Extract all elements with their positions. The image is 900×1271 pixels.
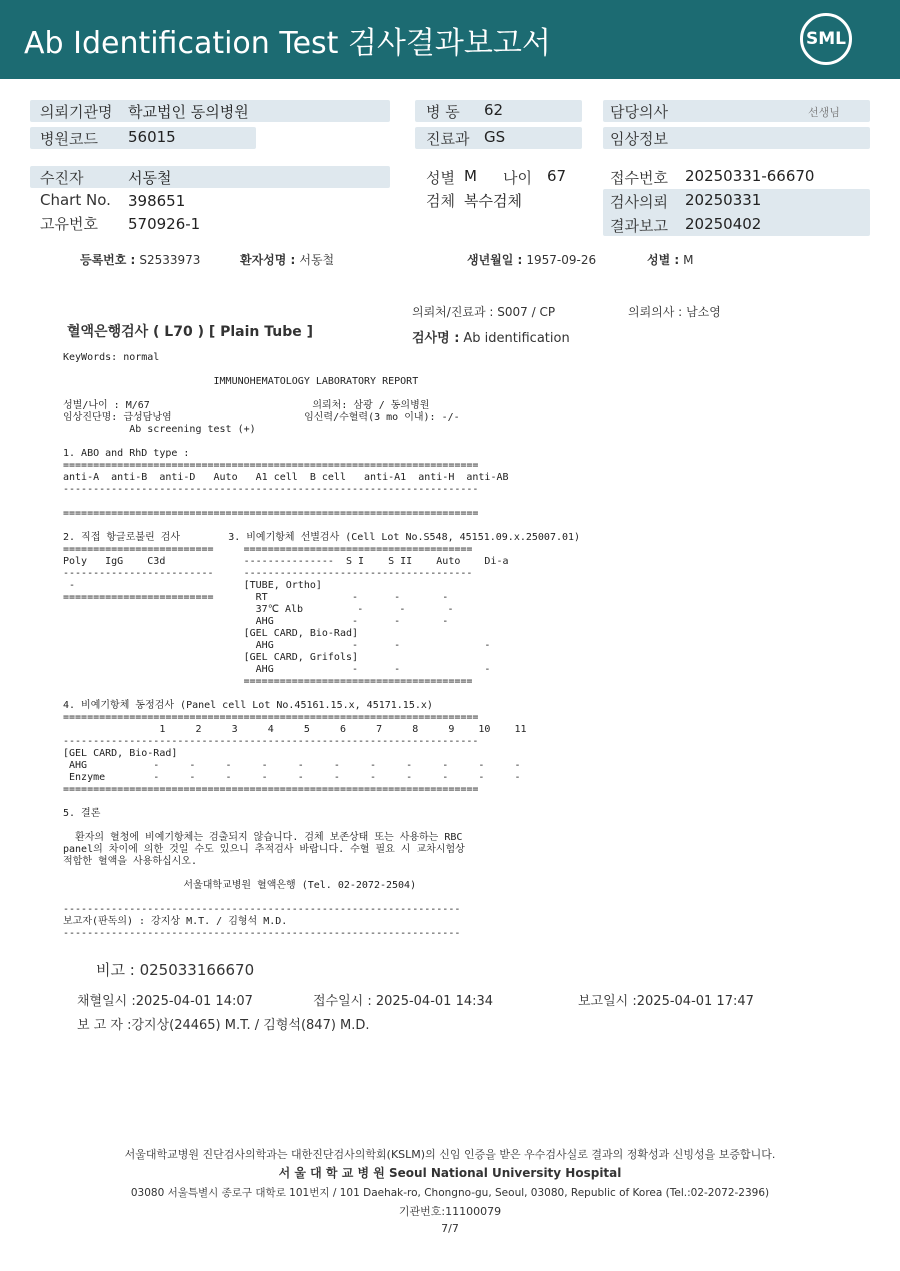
certification-text: 서울대학교병원 진단검사의학과는 대한진단검사의학회(KSLM)의 신임 인증을 받은 우수검사실로 결과의 정확성과 신빙성을 보증합니다. <box>124 1148 776 1161</box>
receipt-value: 20250331-66670 <box>685 167 815 185</box>
report-date-value: 20250402 <box>685 215 762 233</box>
report-line <box>63 520 580 532</box>
summary-sex: 성별 : M <box>647 253 694 267</box>
page-header <box>0 0 900 79</box>
patient-name: 환자성명 : 서동철 <box>240 253 335 267</box>
report-line: AHG - - - <box>63 640 491 651</box>
report-line: [GEL CARD, Bio-Rad] <box>63 748 178 759</box>
report-line: AHG - - - - - - - - - - - <box>63 760 521 771</box>
sml-logo: SML <box>800 13 852 65</box>
report-date-label: 결과보고 <box>610 217 668 235</box>
hospital-address: 03080 서울특별시 종로구 대학로 101번지 / 101 Daehak-ro, Chongno-gu, Seoul, 03080, Republic of Korea (Tel.:02-2072-2396) <box>130 1187 770 1199</box>
test-name: 검사명 : Ab identification <box>412 331 570 346</box>
hospital-code-label: 병원코드 <box>40 130 98 148</box>
hospital-name: 서 울 대 학 교 병 원 Seoul National University Hospital <box>278 1166 622 1180</box>
ward-value: 62 <box>484 101 504 119</box>
sex-value: M <box>464 167 477 185</box>
report-line <box>63 820 580 832</box>
chart-label: Chart No. <box>40 191 111 209</box>
patient-value: 서동철 <box>128 169 172 187</box>
date-of-birth: 생년월일 : 1957-09-26 <box>467 253 597 267</box>
report-line: 환자의 혈청에 비예기항체는 검출되지 않습니다. 검체 보존상태 또는 사용하는 RBC <box>63 832 463 843</box>
report-line: 서울대학교병원 혈액은행 (Tel. 02-2072-2504) <box>63 880 417 891</box>
report-line: 적합한 혈액을 사용하십시오. <box>63 856 197 867</box>
report-line: AHG - - - <box>63 664 491 675</box>
receipt-datetime: 접수일시 : 2025-04-01 14:34 <box>313 994 494 1009</box>
clinical-label: 임상정보 <box>610 130 668 148</box>
report-line: 성별/나이 : M/67 의뢰처: 삼광 / 동의병원 <box>63 400 430 411</box>
report-line: anti-A anti-B anti-D Auto A1 cell B cell anti-A1 anti-H anti-AB <box>63 472 509 483</box>
report-line: 5. 결론 <box>63 808 101 819</box>
report-line: ------------------------------------------------------------------ <box>63 904 461 915</box>
request-org-label: 의뢰기관명 <box>40 103 113 121</box>
report-line <box>63 868 580 880</box>
report-line: Enzyme - - - - - - - - - - - <box>63 772 521 783</box>
remarks-note: 비고 : 025033166670 <box>96 961 255 979</box>
org-number: 기관번호:11100079 <box>398 1205 502 1218</box>
chart-value: 398651 <box>128 192 186 210</box>
report-line: ===================================================================== <box>63 712 479 723</box>
reporter: 보 고 자 :강지상(24465) M.T. / 김형석(847) M.D. <box>77 1018 370 1033</box>
ward-label: 병 동 <box>426 103 460 121</box>
report-line: ========================= ====================================== <box>63 544 473 555</box>
report-line: panel의 차이에 의한 것일 수도 있으니 추적검사 바랍니다. 수혈 필요 시 교차시험상 <box>63 844 465 855</box>
request-date-label: 검사의뢰 <box>610 193 668 211</box>
report-line: ------------------------- -------------------------------------- <box>63 568 473 579</box>
report-line: 2. 직접 항글로불린 검사 3. 비예기항체 선별검사 (Cell Lot No.S548, 45151.09.x.25007.01) <box>63 532 581 543</box>
report-line: KeyWords: normal <box>63 352 160 363</box>
report-line <box>63 436 580 448</box>
report-line: ------------------------------------------------------------------ <box>63 928 461 939</box>
report-line: 보고자(판독의) : 강지상 M.T. / 김형석 M.D. <box>63 916 288 927</box>
report-line: AHG - - - <box>63 616 449 627</box>
report-line: 4. 비예기항체 동정검사 (Panel cell Lot No.45161.15.x, 45171.15.x) <box>63 700 433 711</box>
report-line: 37℃ Alb - - - <box>63 604 454 615</box>
report-line: Poly IgG C3d --------------- S I S II Auto Di-a <box>63 556 509 567</box>
age-label: 나이 <box>503 169 532 187</box>
request-date-value: 20250331 <box>685 191 762 209</box>
requesting-physician: 의뢰의사 : 남소영 <box>628 305 721 319</box>
doctor-label: 담당의사 <box>610 103 668 121</box>
lab-report-body <box>63 352 580 940</box>
report-line: ===================================================================== <box>63 460 479 471</box>
report-line: ========================= RT - - - <box>63 592 449 603</box>
uid-value: 570926-1 <box>128 215 201 233</box>
report-line <box>63 688 580 700</box>
report-line <box>63 364 580 376</box>
report-line: Ab screening test (+) <box>63 424 256 435</box>
report-line <box>63 892 580 904</box>
report-line <box>63 496 580 508</box>
registration-number: 등록번호 : S2533973 <box>80 253 201 267</box>
report-line: ===================================================================== <box>63 784 479 795</box>
specimen-value: 복수검체 <box>464 192 522 210</box>
report-line <box>63 388 580 400</box>
dept-value: GS <box>484 128 506 146</box>
report-line: 1. ABO and RhD type : <box>63 448 190 459</box>
bar-patient <box>30 166 390 188</box>
report-line: ===================================================================== <box>63 508 479 519</box>
sex-label: 성별 <box>426 169 455 187</box>
report-line: 임상진단명: 급성담낭염 임신력/수혈력(3 mo 이내): -/- <box>63 412 460 423</box>
specimen-label: 검체 <box>426 192 455 210</box>
report-line: --------------------------------------------------------------------- <box>63 736 479 747</box>
age-value: 67 <box>547 167 567 185</box>
report-line: IMMUNOHEMATOLOGY LABORATORY REPORT <box>63 376 419 387</box>
uid-label: 고유번호 <box>40 215 98 233</box>
collection-datetime: 채혈일시 :2025-04-01 14:07 <box>77 994 253 1009</box>
doctor-suffix: 선생님 <box>808 106 840 119</box>
client-dept: 의뢰처/진료과 : S007 / CP <box>412 305 556 319</box>
hospital-code-value: 56015 <box>128 128 176 146</box>
page-number: 7/7 <box>441 1222 459 1235</box>
report-datetime: 보고일시 :2025-04-01 17:47 <box>578 994 754 1009</box>
report-line: --------------------------------------------------------------------- <box>63 484 479 495</box>
report-line: [GEL CARD, Grifols] <box>63 652 359 663</box>
report-line: [GEL CARD, Bio-Rad] <box>63 628 359 639</box>
report-line <box>63 796 580 808</box>
request-org-value: 학교법인 동의병원 <box>128 103 249 121</box>
report-line: ====================================== <box>63 676 473 687</box>
receipt-label: 접수번호 <box>610 169 668 187</box>
patient-label: 수진자 <box>40 169 84 187</box>
dept-label: 진료과 <box>426 130 470 148</box>
page-title: Ab Identification Test 검사결과보고서 <box>24 26 551 61</box>
test-title: 혈액은행검사 ( L70 ) [ Plain Tube ] <box>67 324 314 340</box>
report-line: 1 2 3 4 5 6 7 8 9 10 11 <box>63 724 527 735</box>
report-line: - [TUBE, Ortho] <box>63 580 322 591</box>
